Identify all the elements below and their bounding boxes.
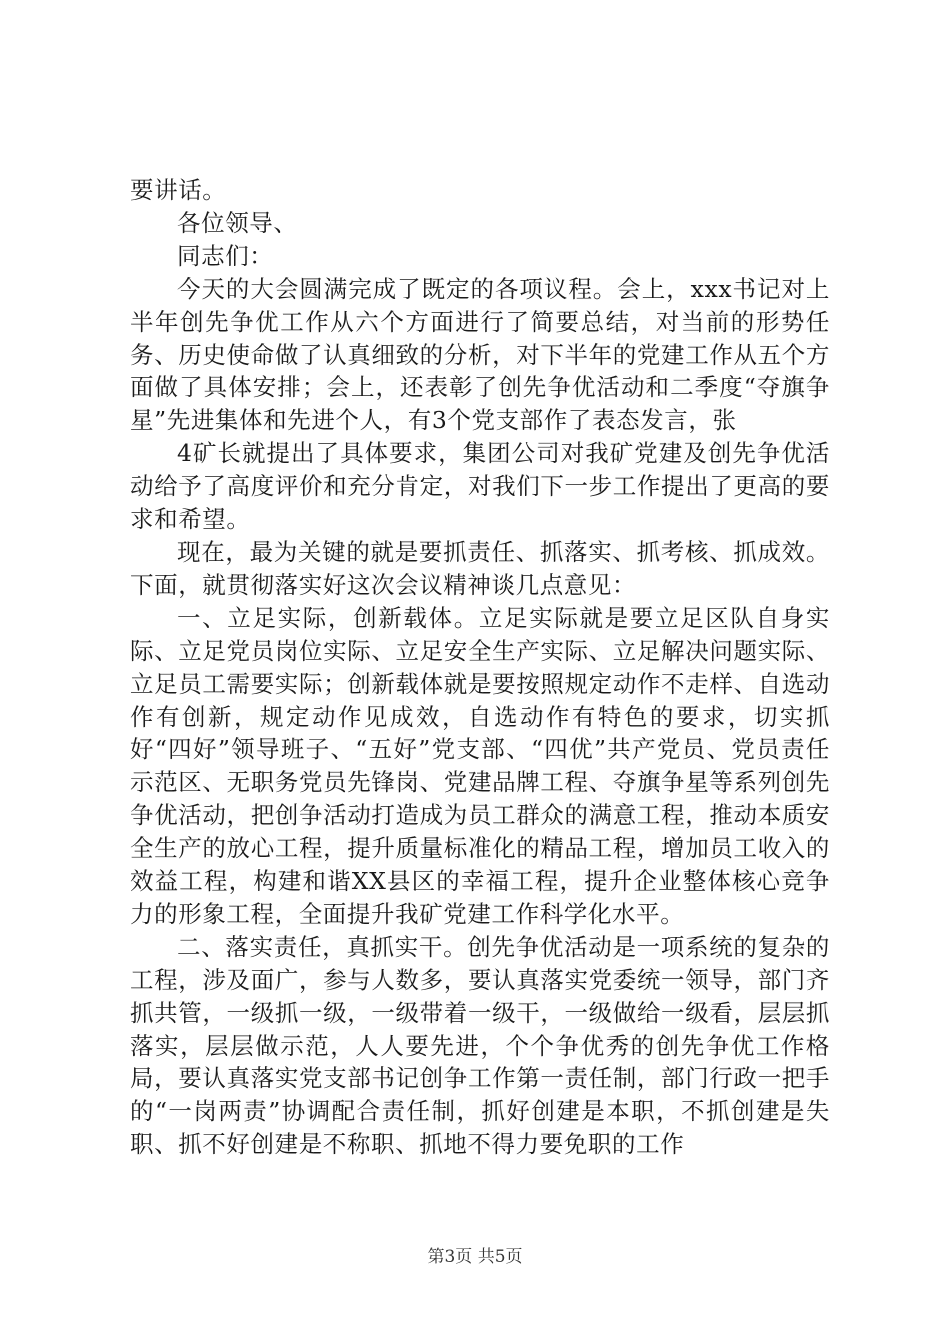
paragraph: 今天的大会圆满完成了既定的各项议程。会上，xxx书记对上半年创先争优工作从六个方面进行了简要总结，对当前的形势任务、历史使命做了认真细致的分析，对下半年的党建工作从五个方面做了具体安排；会上，还表彰了创先争优活动和二季度“夺旗争星”先进集体和先进个人，有3个党支部作了表态发言，张 <box>130 274 830 435</box>
page-number-footer: 第3页 共5页 <box>427 1247 523 1267</box>
paragraph: 4矿长就提出了具体要求，集团公司对我矿党建及创先争优活动给予了高度评价和充分肯定，对我们下一步工作提出了更高的要求和希望。 <box>130 439 830 534</box>
paragraph: 要讲话。 <box>130 176 227 204</box>
paragraph: 同志们： <box>177 241 274 270</box>
paragraph: 各位领导、 <box>177 208 298 237</box>
document-body <box>130 174 830 1161</box>
paragraph: 二、落实责任，真抓实干。创先争优活动是一项系统的复杂的工程，涉及面广，参与人数多，要认真落实党委统一领导，部门齐抓共管，一级抓一级，一级带着一级干，一级做给一级看，层层抓落实，层层做示范，人人要先进，个个争优秀的创先争优工作格局，要认真落实党支部书记创争工作第一责任制，部门行政一把手的“一岗两责”协调配合责任制，抓好创建是本职，不抓创建是失职、抓不好创建是不称职、抓地不得力要免职的工作 <box>130 932 830 1159</box>
paragraph: 现在，最为关键的就是要抓责任、抓落实、抓考核、抓成效。下面，就贯彻落实好这次会议精神谈几点意见： <box>130 537 830 599</box>
paragraph: 一、立足实际，创新载体。立足实际就是要立足区队自身实际、立足党员岗位实际、立足安全生产实际、立足解决问题实际、立足员工需要实际；创新载体就是要按照规定动作不走样、自选动作有创新，规定动作见成效，自选动作有特色的要求，切实抓好“四好”领导班子、“五好”党支部、“四优”共产党员、党员责任示范区、无职务党员先锋岗、党建品牌工程、夺旗争星等系列创先争优活动，把创争活动打造成为员工群众的满意工程，推动本质安全生产的放心工程，提升质量标准化的精品工程，增加员工收入的效益工程，构建和谐XX县区的幸福工程，提升企业整体核心竞争力的形象工程，全面提升我矿党建工作科学化水平。 <box>130 603 830 928</box>
